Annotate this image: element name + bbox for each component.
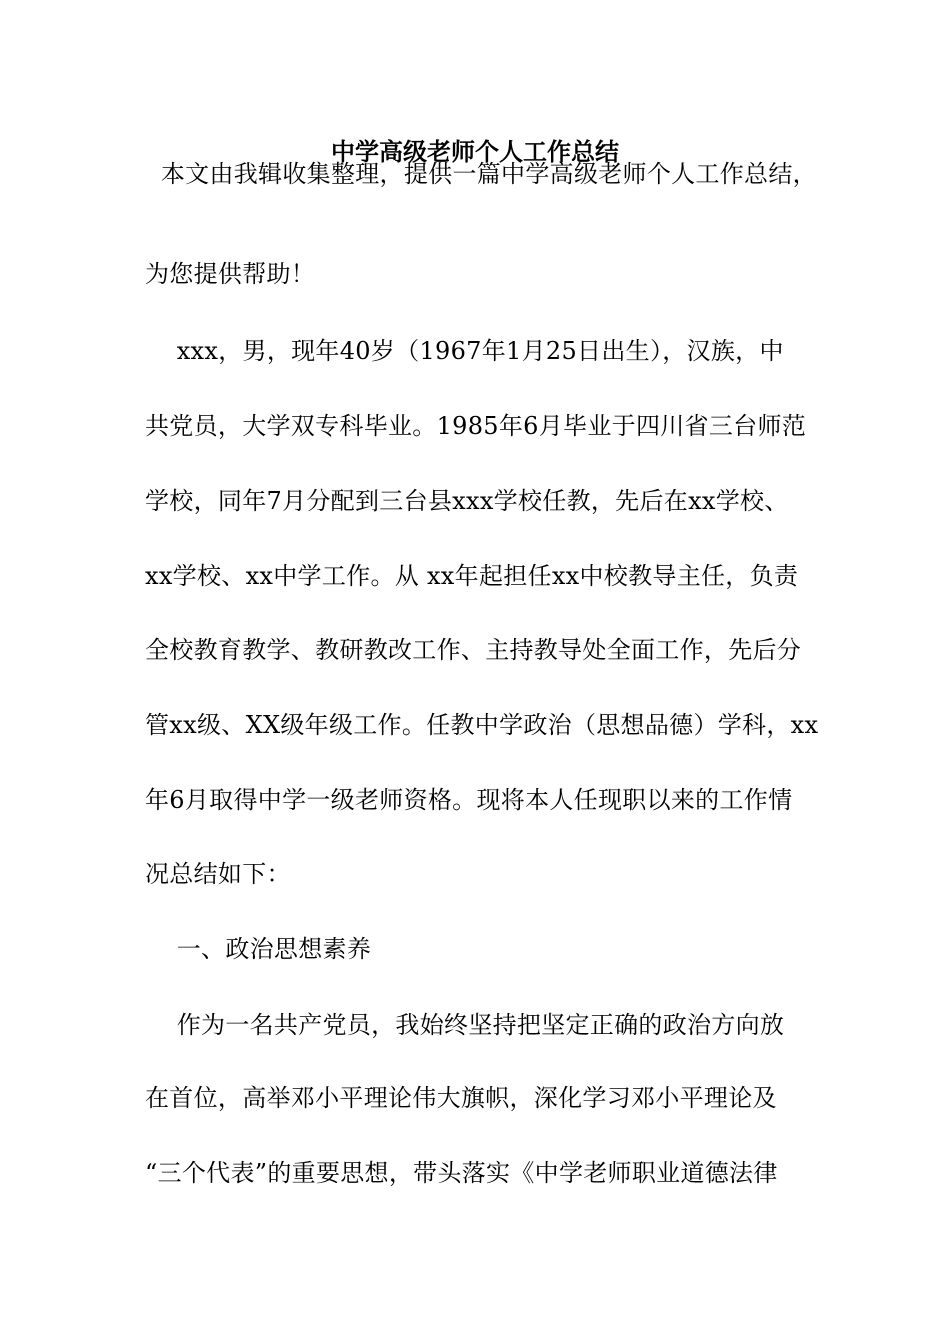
body-line-1: 本文由我辑收集整理，提供一篇中学高级老师个人工作总结，	[145, 160, 817, 188]
body-line-7: 全校教育教学、教研教改工作、主持教导处全面工作，先后分	[145, 636, 802, 664]
document-title: 中学高级老师个人工作总结	[331, 137, 619, 166]
body-line-9: 年6月取得中学一级老师资格。现将本人任现职以来的工作情	[145, 786, 793, 814]
body-line-8: 管xx级、XX级年级工作。任教中学政治（思想品德）学科，xx	[145, 711, 819, 739]
section-heading: 一、政治思想素养	[145, 935, 372, 963]
body-line-5: 学校，同年7月分配到三台县xxx学校任教，先后在xx学校、	[145, 487, 789, 515]
body-line-2: 为您提供帮助！	[145, 260, 316, 288]
body-line-10: 况总结如下：	[145, 860, 291, 888]
body-line-4: 共党员，大学双专科毕业。1985年6月毕业于四川省三台师范	[145, 412, 807, 440]
body-line-14: “三个代表”的重要思想，带头落实《中学老师职业道德法律	[145, 1159, 778, 1187]
body-line-13: 在首位，高举邓小平理论伟大旗帜，深化学习邓小平理论及	[145, 1084, 777, 1112]
body-line-3: xxx，男，现年40岁（1967年1月25日出生），汉族，中	[145, 337, 784, 365]
body-line-6: xx学校、xx中学工作。从 xx年起担任xx中校教导主任，负责	[145, 562, 799, 590]
body-line-12: 作为一名共产党员，我始终坚持把坚定正确的政治方向放	[145, 1011, 785, 1039]
